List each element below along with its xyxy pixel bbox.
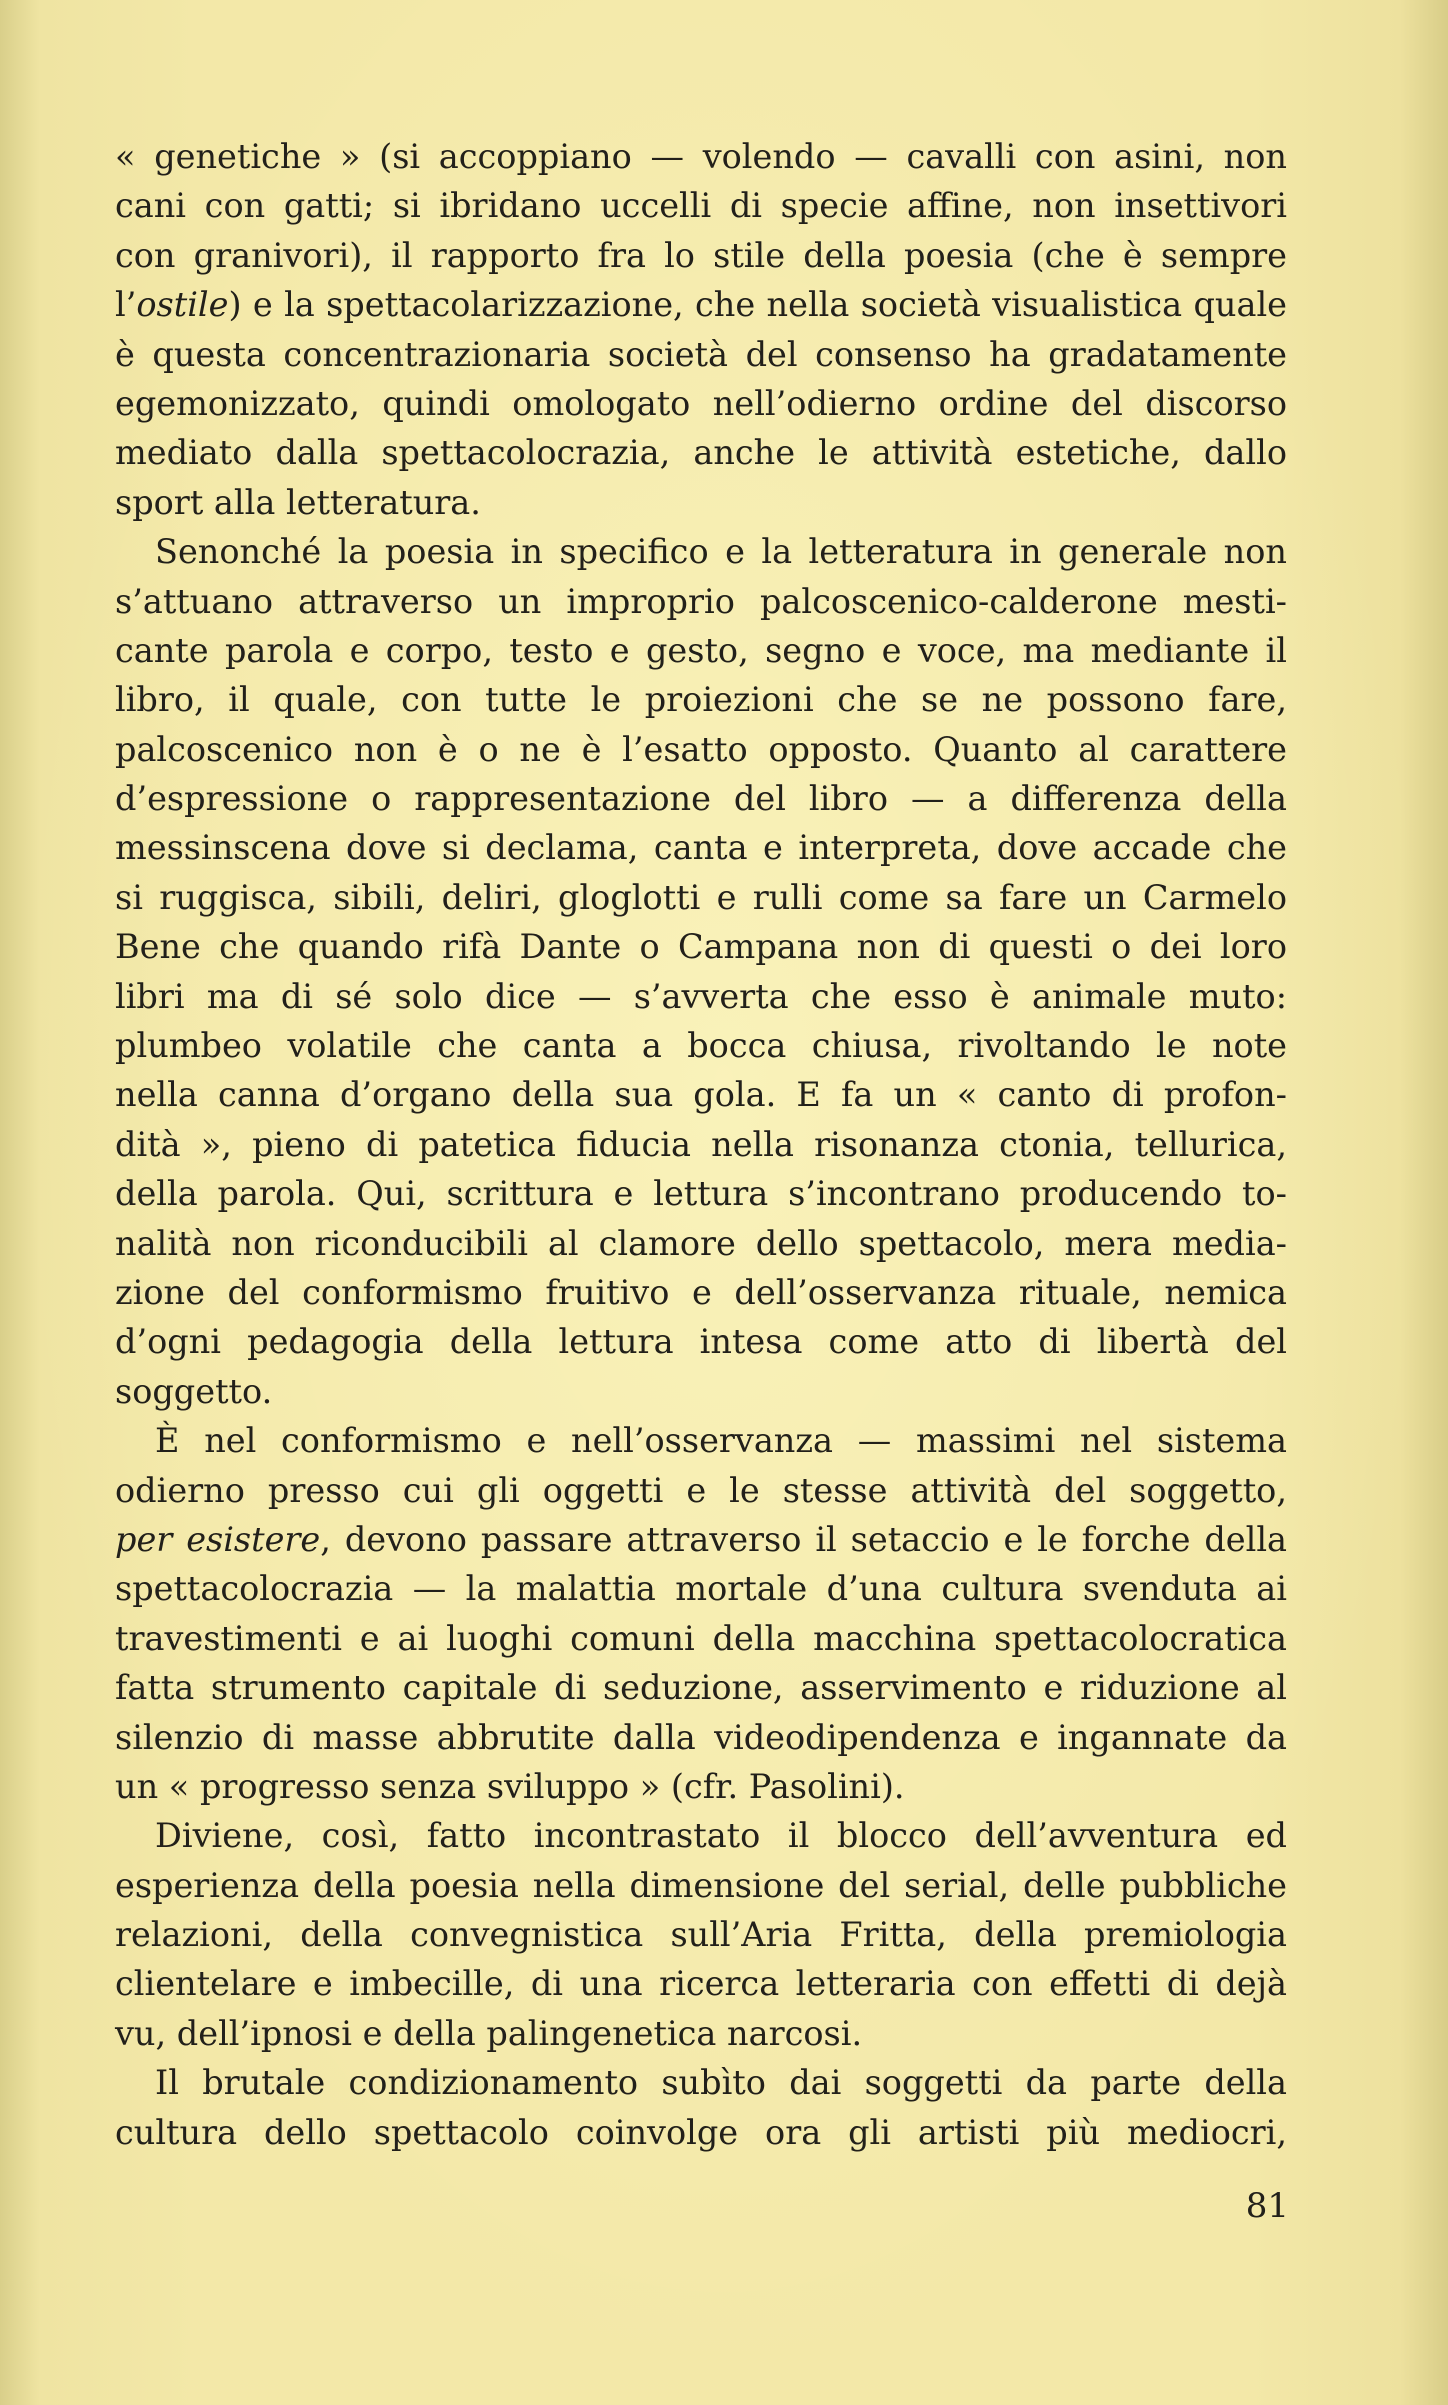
text-line: dità », pieno di patetica fiducia nella risonanza ctonia, tellurica, [115, 1124, 1287, 1164]
text-line: egemonizzato, quindi omologato nell’odierno ordine del discorso [115, 383, 1287, 423]
text-line: è questa concentrazionaria società del consenso ha gradatamente [115, 334, 1287, 374]
text-run: , devono passare attraverso il setaccio e le forche della [320, 1519, 1288, 1559]
page-number: 81 [1245, 2186, 1289, 2226]
text-line: odierno presso cui gli oggetti e le stesse attività del soggetto, [115, 1470, 1287, 1510]
text-line: cani con gatti; si ibridano uccelli di specie affine, non insettivori [115, 186, 1287, 226]
text-line: si ruggisca, sibili, deliri, gloglotti e rulli come sa fare un Carmelo [115, 877, 1287, 917]
text-line: Il brutale condizionamento subìto dai soggetti da parte della [155, 2063, 1287, 2103]
text-line: palcoscenico non è o ne è l’esatto opposto. Quanto al carattere [115, 729, 1287, 769]
text-line: plumbeo volatile che canta a bocca chiusa, rivoltando le note [115, 1026, 1287, 1066]
text-line: Bene che quando rifà Dante o Campana non di questi o dei loro [115, 927, 1287, 967]
text-line [115, 1515, 1287, 1564]
italic-text: ostile [136, 285, 229, 325]
text-line: È nel conformismo e nell’osservanza — massimi nel sistema [155, 1421, 1287, 1461]
text-line: « genetiche » (si accoppiano — volendo — cavalli con asini, non [115, 137, 1287, 176]
text-line: nella canna d’organo della sua gola. E fa un « canto di profon- [115, 1075, 1287, 1115]
text-run: l’ [115, 285, 137, 325]
text-line: clientelare e imbecille, di una ricerca letteraria con effetti di dejà [115, 1964, 1287, 2004]
text-line: Diviene, così, fatto incontrastato il blocco dell’avventura ed [155, 1816, 1287, 1856]
text-line: fatta strumento capitale di seduzione, asservimento e riduzione al [115, 1668, 1287, 1708]
text-line: spettacolocrazia — la malattia mortale d’una cultura svenduta ai [115, 1569, 1287, 1609]
text-line: cultura dello spettacolo coinvolge ora gli artisti più mediocri, [115, 2112, 1287, 2152]
text-line: d’espressione o rappresentazione del libro — a differenza della [115, 779, 1287, 819]
text-line: della parola. Qui, scrittura e lettura s’incontrano producendo to- [115, 1174, 1287, 1214]
text-line: sport alla letteratura. [115, 482, 481, 522]
text-line: travestimenti e ai luoghi comuni della macchina spettacolocratica [115, 1618, 1287, 1658]
text-line: soggetto. [115, 1371, 273, 1411]
text-line: cante parola e corpo, testo e gesto, segno e voce, ma mediante il [115, 630, 1287, 670]
text-line: s’attuano attraverso un improprio palcoscenico-calderone mesti- [115, 581, 1287, 621]
text-line: relazioni, della convegnistica sull’Aria Fritta, della premiologia [115, 1915, 1287, 1955]
text-line: libro, il quale, con tutte le proiezioni che se ne possono fare, [115, 680, 1287, 720]
text-line [115, 280, 1287, 329]
text-line: vu, dell’ipnosi e della palingenetica narcosi. [115, 2013, 863, 2053]
text-line: un « progresso senza sviluppo » (cfr. Pasolini). [115, 1766, 905, 1806]
text-line: silenzio di masse abbrutite dalla videodipendenza e ingannate da [115, 1717, 1287, 1757]
text-line: Senonché la poesia in specifico e la letteratura in generale non [155, 532, 1287, 572]
text-line: zione del conformismo fruitivo e dell’osservanza rituale, nemica [115, 1272, 1287, 1312]
italic-text: per esistere [115, 1519, 321, 1559]
text-line: esperienza della poesia nella dimensione del serial, delle pubbliche [115, 1865, 1287, 1905]
text-line: d’ogni pedagogia della lettura intesa come atto di libertà del [115, 1322, 1287, 1362]
text-line: con granivori), il rapporto fra lo stile della poesia (che è sempre [115, 235, 1287, 275]
text-line: mediato dalla spettacolocrazia, anche le attività estetiche, dallo [115, 433, 1287, 473]
body-text [115, 132, 1287, 2157]
text-line: messinscena dove si declama, canta e interpreta, dove accade che [115, 828, 1287, 868]
text-line: nalità non riconducibili al clamore dello spettacolo, mera media- [115, 1223, 1287, 1263]
text-line: libri ma di sé solo dice — s’avverta che esso è animale muto: [115, 976, 1287, 1016]
text-run: ) e la spettacolarizzazione, che nella società visualistica quale [228, 285, 1287, 325]
